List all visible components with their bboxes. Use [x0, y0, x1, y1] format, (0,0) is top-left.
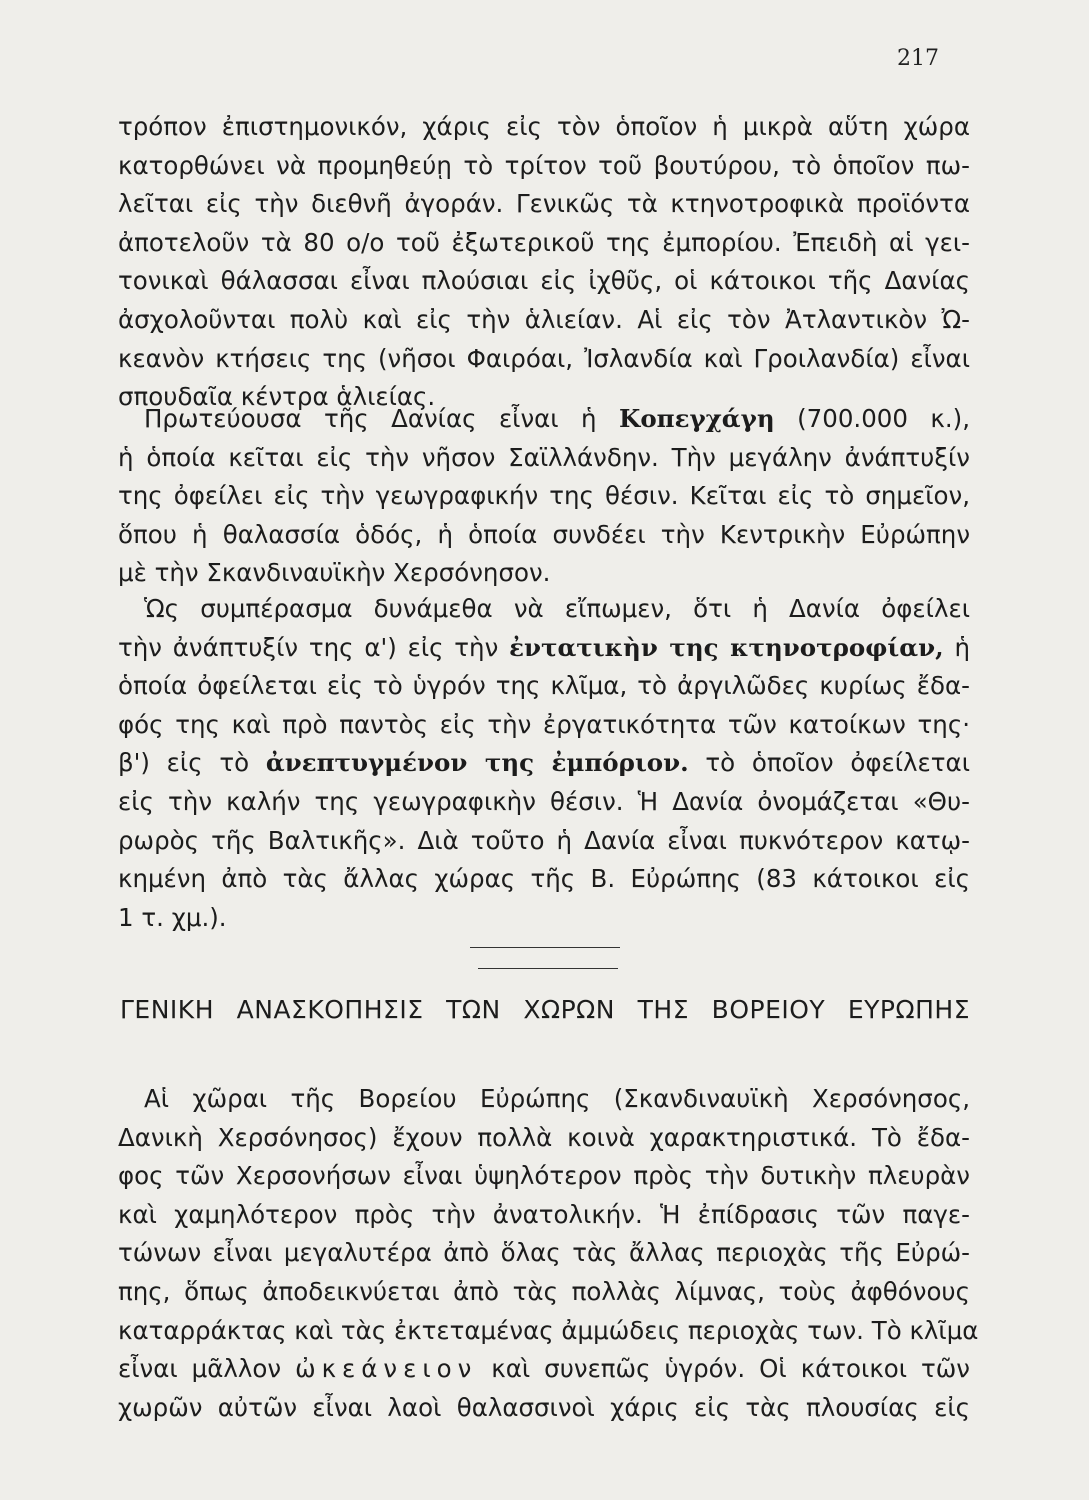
text-line: ἡ ὁποία κεῖται εἰς τὴν νῆσον Σαϊλλάνδην. Τὴν μεγάλην ἀνάπτυξίν	[118, 442, 970, 472]
text-line: κατορθώνει νὰ προμηθεύῃ τὸ τρίτον τοῦ βουτύρου, τὸ ὁποῖον πω-	[118, 150, 970, 180]
text-line: φός της καὶ πρὸ παντὸς εἰς τὴν ἐργατικότητα τῶν κατοίκων της·	[118, 709, 970, 739]
text-line: ρωρὸς τῆς Βαλτικῆς». Διὰ τοῦτο ἡ Δανία εἶναι πυκνότερον κατῳ-	[118, 825, 970, 855]
text-line: κημένη ἀπὸ τὰς ἄλλας χώρας τῆς Β. Εὐρώπης (83 κάτοικοι εἰς	[118, 864, 970, 894]
text-line: τώνων εἶναι μεγαλυτέρα ἀπὸ ὅλας τὰς ἄλλας περιοχὰς τῆς Εὐρώ-	[118, 1238, 970, 1268]
text-line: τρόπον ἐπιστημονικόν, χάρις εἰς τὸν ὁποῖον ἡ μικρὰ αὕτη χώρα	[118, 112, 970, 141]
text-line: πης, ὅπως ἀποδεικνύεται ἀπὸ τὰς πολλὰς λίμνας, τοὺς ἀφθόνους	[118, 1276, 970, 1306]
text-line: εἰς τὴν καλήν της γεωγραφικὴν θέσιν. Ἡ Δανία ὀνομάζεται «Θυ-	[118, 786, 970, 816]
text-line: καὶ χαμηλότερον πρὸς τὴν ἀνατολικήν. Ἡ ἐπίδρασις τῶν παγε-	[118, 1199, 970, 1229]
text-line: Αἱ χῶραι τῆς Βορείου Εὐρώπης (Σκανδιναυϊκὴ Χερσόνησος,	[144, 1084, 970, 1113]
paragraph-conclusion	[118, 590, 970, 937]
text-line: ἀσχολοῦνται πολὺ καὶ εἰς τὴν ἁλιείαν. Αἱ εἰς τὸν Ἀτλαντικὸν Ὠ-	[118, 304, 970, 334]
climate-text: εἶναι μᾶλλον	[118, 1354, 296, 1384]
text-line: τονικαὶ θάλασσαι εἶναι πλούσιαι εἰς ἰχθῦς, οἱ κάτοικοι τῆς Δανίας	[118, 266, 970, 296]
capital-intro: Πρωτεύουσα τῆς Δανίας εἶναι ἡ	[144, 404, 620, 433]
paragraph-northern-europe	[118, 1080, 979, 1427]
paragraph-livestock	[118, 108, 970, 417]
text-line	[118, 629, 970, 668]
emphasis-livestock: ἐντατικὴν της κτηνοτροφίαν,	[509, 632, 944, 662]
text-line: φος τῶν Χερσονήσων εἶναι ὑψηλότερον πρὸς τὴν δυτικὴν πλευρὰν	[118, 1161, 970, 1191]
conclusion-text: ἡ	[943, 632, 971, 662]
text-line: της ὀφείλει εἰς τὴν γεωγραφικήν της θέσιν. Κεῖται εἰς τὸ σημεῖον,	[118, 481, 970, 511]
text-line: κεανὸν κτήσεις της (νῆσοι Φαιρόαι, Ἰσλανδία καὶ Γροιλανδία) εἶναι	[118, 343, 970, 373]
capital-population: (700.000 κ.),	[774, 404, 970, 433]
emphasis-oceanic: ὠκεάνειον	[295, 1354, 478, 1384]
text-line: χωρῶν αὐτῶν εἶναι λαοὶ θαλασσινοὶ χάρις εἰς τὰς πλουσίας εἰς	[118, 1392, 970, 1422]
text-line: καταρράκτας καὶ τὰς ἐκτεταμένας ἀμμώδεις περιοχὰς των. Τὸ κλῖμα	[118, 1315, 979, 1345]
text-line	[118, 1350, 970, 1389]
climate-text: καὶ συνεπῶς ὑγρόν. Οἱ κάτοικοι τῶν	[477, 1354, 970, 1384]
paragraph-capital	[118, 400, 970, 593]
text-line: 1 τ. χμ.).	[118, 902, 227, 932]
text-line: Ὡς συμπέρασμα δυνάμεθα νὰ εἴπωμεν, ὅτι ἡ Δανία ὀφείλει	[144, 594, 970, 623]
conclusion-text: β') εἰς τὸ	[118, 748, 266, 778]
section-divider	[478, 968, 618, 969]
emphasis-trade: ἀνεπτυγμένον της ἐμπόριον.	[265, 748, 689, 778]
text-line: ὁποία ὀφείλεται εἰς τὸ ὑγρόν της κλῖμα, τὸ ἀργιλῶδες κυρίως ἔδα-	[118, 671, 970, 701]
text-line: Δανικὴ Χερσόνησος) ἔχουν πολλὰ κοινὰ χαρακτηριστικά. Τὸ ἔδα-	[118, 1122, 970, 1152]
text-line: σπουδαῖα κέντρα ἁλιείας.	[118, 382, 436, 412]
text-line	[118, 744, 970, 783]
section-heading: ΓΕΝΙΚΗ ΑΝΑΣΚΟΠΗΣΙΣ ΤΩΝ ΧΩΡΩΝ ΤΗΣ ΒΟΡΕΙΟΥ ΕΥΡΩΠΗΣ	[120, 995, 970, 1024]
text-line: λεῖται εἰς τὴν διεθνῆ ἀγοράν. Γενικῶς τὰ κτηνοτροφικὰ προϊόντα	[118, 189, 970, 219]
conclusion-text: τὸ ὁποῖον ὀφείλεται	[688, 748, 970, 778]
text-line: ὅπου ἡ θαλασσία ὁδός, ἡ ὁποία συνδέει τὴν Κεντρικὴν Εὐρώπην	[118, 519, 970, 549]
text-line: μὲ τὴν Σκανδιναυϊκὴν Χερσόνησον.	[118, 558, 551, 588]
text-line	[118, 400, 970, 439]
page-number: 217	[897, 46, 939, 71]
conclusion-text: τὴν ἀνάπτυξίν της α') εἰς τὴν	[118, 632, 510, 662]
text-line: ἀποτελοῦν τὰ 80 ο/ο τοῦ ἐξωτερικοῦ της ἐμπορίου. Ἐπειδὴ αἱ γει-	[118, 227, 970, 257]
section-divider	[470, 947, 620, 948]
capital-name: Κοπεγχάγη	[619, 404, 775, 433]
